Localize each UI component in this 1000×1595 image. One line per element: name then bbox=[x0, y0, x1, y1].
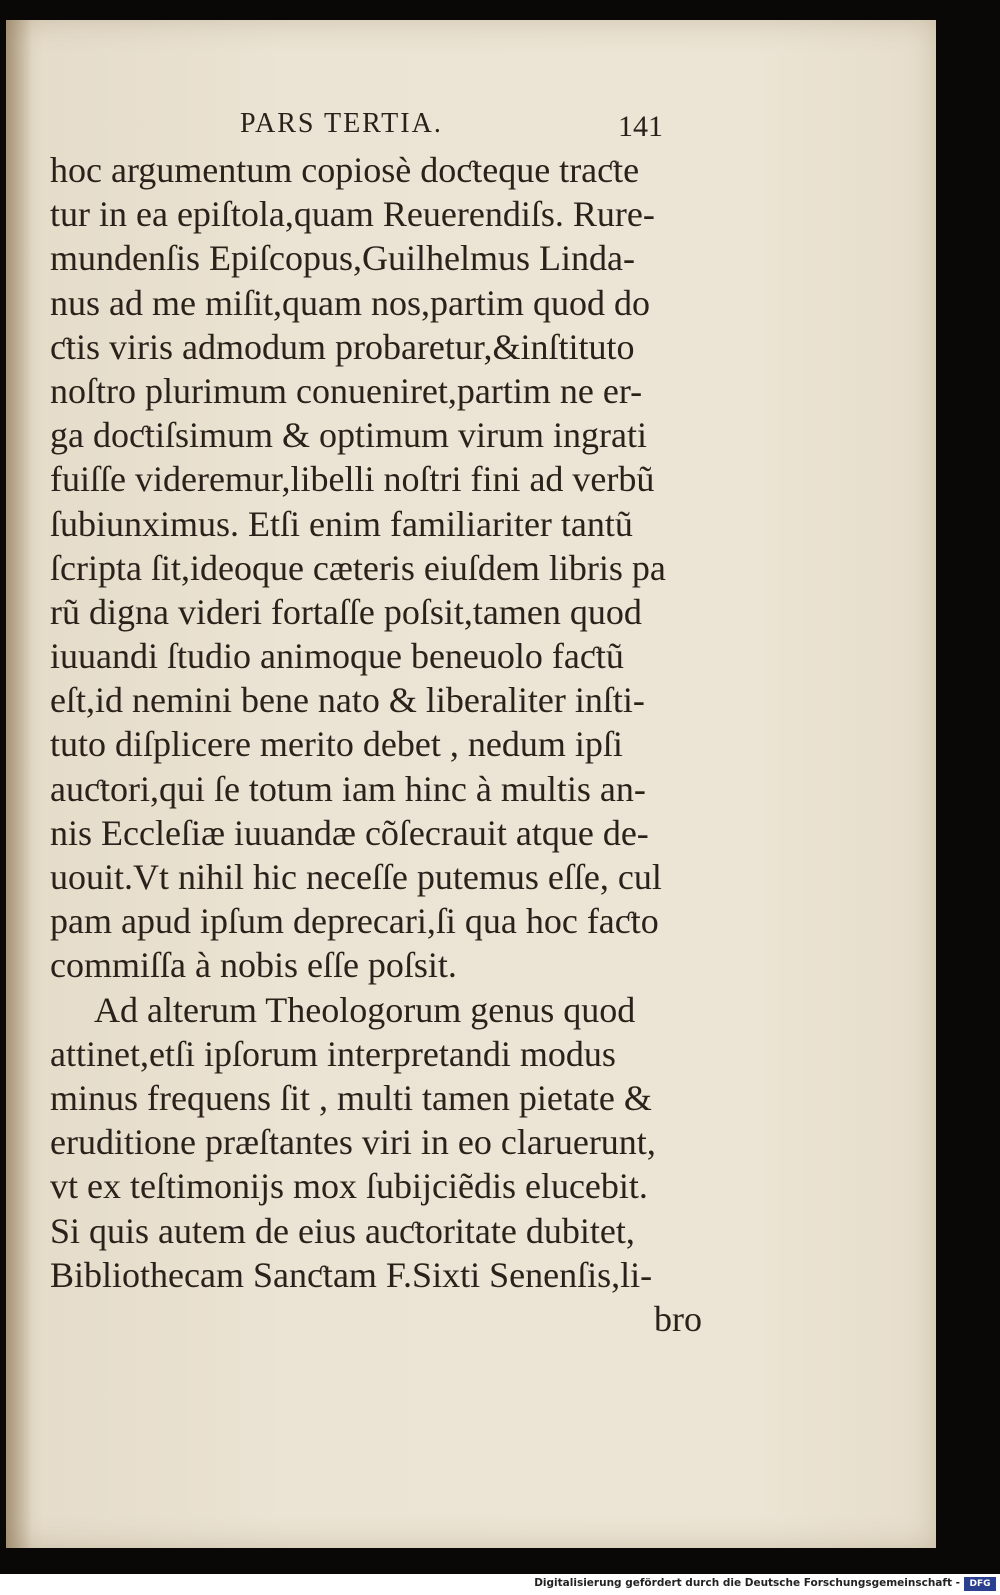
text-line: vt ex teſtimonijs mox ſubijciẽdis elucebit. bbox=[50, 1166, 648, 1207]
text-line: hoc argumentum copiosè doƈteque traƈte bbox=[50, 150, 640, 190]
text-line: ſcripta ſit,ideoque cæteris eiuſdem libris pa bbox=[50, 547, 666, 588]
text-line: fuiſſe videremur,libelli noſtri fini ad verbũ bbox=[50, 459, 655, 500]
text-line: auƈtori,qui ſe totum iam hinc à multis an- bbox=[50, 768, 646, 809]
text-line: noſtro plurimum conueniret,partim ne er- bbox=[50, 370, 643, 411]
text-line: nis Eccleſiæ iuuandæ cõſecrauit atque de- bbox=[50, 812, 649, 853]
text-line: tur in ea epiſtola,quam Reuerendiſs. Rure- bbox=[50, 194, 655, 235]
text-line: ſubiunximus. Etſi enim familiariter tantũ bbox=[50, 503, 633, 544]
page-number: 141 bbox=[618, 110, 663, 143]
footer-bar bbox=[0, 1574, 1000, 1595]
paragraph-start-line: Ad alterum Theologorum genus quod bbox=[94, 989, 636, 1030]
text-line: Bibliothecam Sanƈtam F.Sixti Senenſis,li- bbox=[50, 1254, 653, 1295]
book-page bbox=[6, 20, 936, 1548]
text-line: tuto diſplicere merito debet , nedum ipſi bbox=[50, 724, 623, 765]
text-line: ƈtis viris admodum probaretur,&inſtituto bbox=[50, 326, 635, 367]
text-line: ga doƈtiſsimum & optimum virum ingrati bbox=[50, 415, 647, 456]
digitization-credit: Digitalisierung gefördert durch die Deutsche Forschungsgemeinschaft - bbox=[534, 1577, 960, 1589]
text-line: eſt,id nemini bene nato & liberaliter inſti- bbox=[50, 680, 645, 721]
text-line: commiſſa à nobis eſſe poſsit. bbox=[50, 945, 457, 986]
text-line: nus ad me miſit,quam nos,partim quod do bbox=[50, 282, 650, 323]
dfg-logo: DFG bbox=[964, 1577, 996, 1591]
text-block bbox=[50, 148, 710, 1341]
text-line: eruditione præſtantes viri in eo claruerunt, bbox=[50, 1122, 656, 1163]
text-line: pam apud ipſum deprecari,ſi qua hoc faƈto bbox=[50, 901, 659, 942]
text-line: minus frequens ſit , multi tamen pietate & bbox=[50, 1077, 652, 1118]
text-line: uouit.Vt nihil hic neceſſe putemus eſſe, cul bbox=[50, 857, 662, 897]
text-line: Si quis autem de eius auƈtoritate dubitet, bbox=[50, 1210, 635, 1251]
catchword: bro bbox=[654, 1298, 702, 1339]
text-line: mundenſis Epiſcopus,Guilhelmus Linda- bbox=[50, 238, 635, 279]
text-line: rũ digna videri fortaſſe poſsit,tamen quod bbox=[50, 591, 642, 632]
text-line: attinet,etſi ipſorum interpretandi modus bbox=[50, 1033, 616, 1074]
running-head: PARS TERTIA. bbox=[240, 108, 443, 139]
text-line: iuuandi ſtudio animoque beneuolo faƈtũ bbox=[50, 636, 624, 677]
